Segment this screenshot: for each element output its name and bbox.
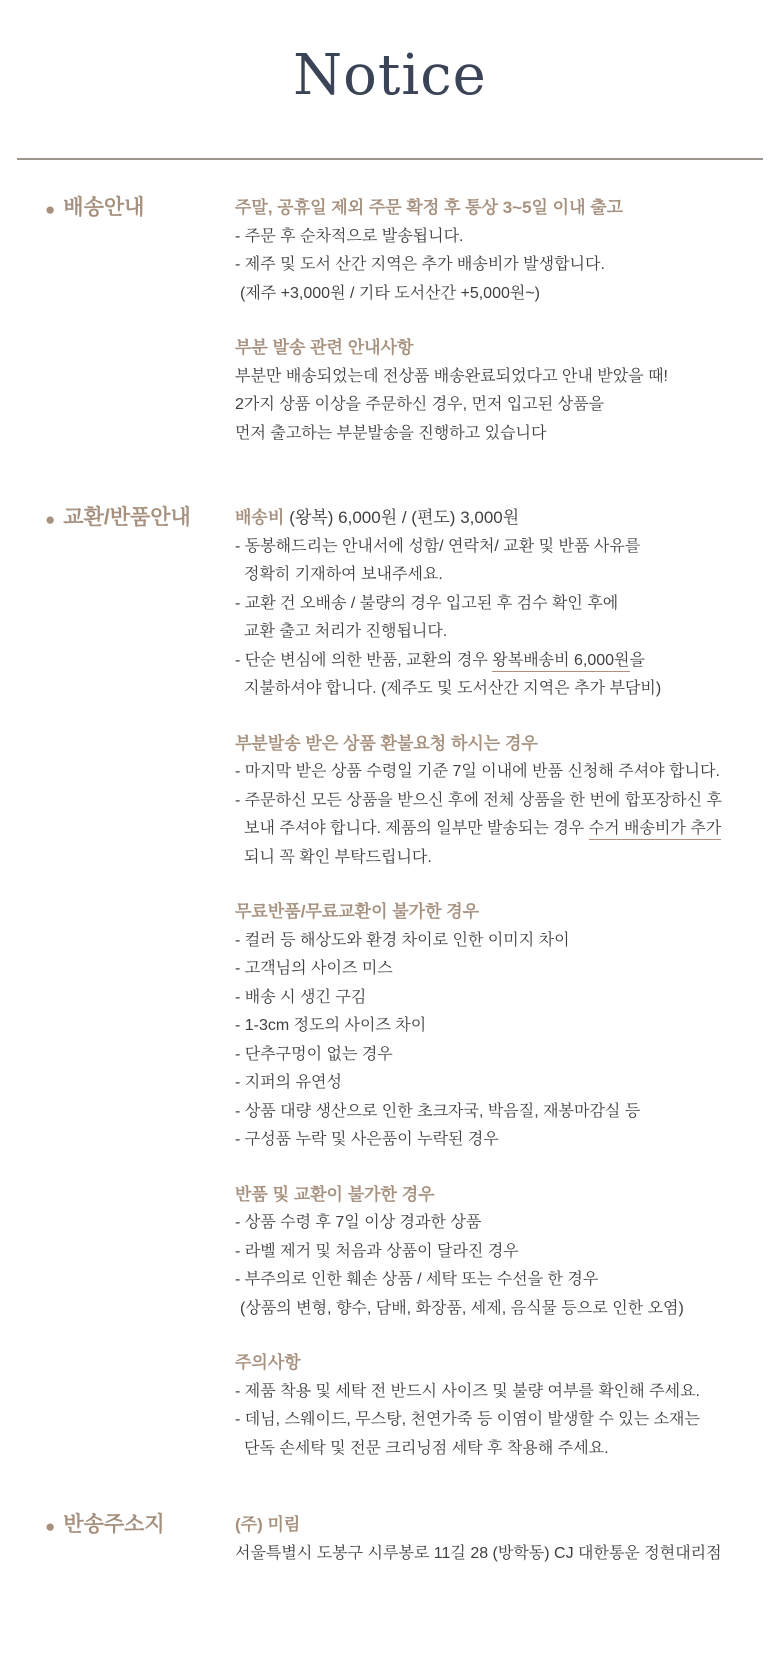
content-block	[235, 898, 752, 1155]
bullet-icon: ●	[45, 199, 56, 219]
body-line: - 주문 후 순차적으로 발송됩니다.	[235, 227, 464, 245]
body-line: - 상품 대량 생산으로 인한 초크자국, 박음질, 재봉마감실 등	[235, 1102, 641, 1120]
body-line	[235, 815, 752, 844]
section-content-column	[235, 504, 780, 1463]
body-line: - 배송 시 생긴 구김	[235, 988, 367, 1006]
heading-accent-text: 배송비	[235, 508, 285, 527]
section-content-column	[235, 194, 780, 448]
body-line: - 교환 건 오배송 / 불량의 경우 입고된 후 검수 확인 후에	[235, 594, 619, 612]
page-title: Notice	[293, 43, 487, 108]
block-heading: 부분 발송 관련 안내사항	[235, 338, 414, 357]
section-label-column	[0, 1511, 235, 1540]
content-block	[235, 1511, 752, 1568]
bullet-icon: ●	[45, 509, 56, 529]
block-heading: 부분발송 받은 상품 환불요청 하시는 경우	[235, 733, 538, 753]
body-line: (제주 +3,000원 / 기타 도서산간 +5,000원~)	[240, 284, 540, 302]
body-line: (상품의 변형, 향수, 담배, 화장품, 세제, 음식물 등으로 인한 오염)	[240, 1299, 684, 1317]
body-line: - 1-3cm 정도의 사이즈 차이	[235, 1017, 427, 1034]
section-label-column	[0, 194, 235, 223]
body-line: 교환 출고 처리가 진행됩니다.	[244, 623, 448, 640]
content-block	[235, 504, 752, 704]
section-label-text: 배송안내	[63, 196, 145, 219]
section-label-return-address	[45, 1511, 235, 1540]
body-line: 정확히 기재하여 보내주세요.	[244, 566, 443, 583]
section-return-address	[0, 1511, 780, 1568]
heading-rest-text: (왕복) 6,000원 / (편도) 3,000원	[289, 508, 520, 527]
body-line: - 지퍼의 유연성	[235, 1074, 342, 1091]
body-line: 부분만 배송되었는데 전상품 배송완료되었다고 안내 받았을 때!	[235, 367, 668, 385]
return-address-line: 서울특별시 도봉구 시루봉로 11길 28 (방학동) CJ 대한통운 정현대리점	[235, 1544, 722, 1562]
block-heading: 반품 및 교환이 불가한 경우	[235, 1184, 435, 1204]
body-line: - 라벨 제거 및 처음과 상품이 달라진 경우	[235, 1242, 519, 1260]
content-block	[235, 194, 752, 308]
section-label-shipping	[45, 194, 235, 223]
body-line: - 컬러 등 해상도와 환경 차이로 인한 이미지 차이	[235, 931, 570, 949]
block-heading: 주말, 공휴일 제외 주문 확정 후 통상 3~5일 이내 출고	[235, 198, 624, 217]
body-line: - 고객님의 사이즈 미스	[235, 960, 393, 977]
bullet-icon: ●	[45, 1516, 56, 1536]
content-block	[235, 730, 752, 873]
line-text: 을	[629, 651, 645, 669]
body-line: 먼저 출고하는 부분발송을 진행하고 있습니다	[235, 424, 547, 442]
body-line: 지불하셔야 합니다. (제주도 및 도서산간 지역은 추가 부담비)	[244, 680, 662, 697]
section-label-column	[0, 504, 235, 533]
body-line: - 상품 수령 후 7일 이상 경과한 상품	[235, 1214, 482, 1231]
section-exchange-return-info	[0, 504, 780, 1463]
body-line: 되니 꼭 확인 부탁드립니다.	[244, 848, 432, 866]
body-line: - 제주 및 도서 산간 지역은 추가 배송비가 발생합니다.	[235, 256, 605, 273]
body-line: - 구성품 누락 및 사은품이 누락된 경우	[235, 1131, 499, 1148]
body-line: 2가지 상품 이상을 주문하신 경우, 먼저 입고된 상품을	[235, 396, 605, 413]
block-heading: (주) 미림	[235, 1515, 301, 1534]
divider	[17, 158, 763, 160]
body-line: - 데님, 스웨이드, 무스탕, 천연가죽 등 이염이 발생할 수 있는 소재는	[235, 1411, 700, 1428]
line-text: - 단순 변심에 의한 반품, 교환의 경우	[235, 651, 493, 669]
body-line: - 마지막 받은 상품 수령일 기준 7일 이내에 반품 신청해 주셔야 합니다.	[235, 763, 720, 780]
line-text: 보내 주셔야 합니다. 제품의 일부만 발송되는 경우	[244, 820, 589, 837]
body-line: - 주문하신 모든 상품을 받으신 후에 전체 상품을 한 번에 합포장하신 후	[235, 791, 722, 809]
section-label-exchange-return	[45, 504, 235, 533]
underlined-text: 왕복배송비 6,000원	[492, 652, 629, 672]
block-heading: 주의사항	[235, 1353, 301, 1372]
body-line: - 단추구멍이 없는 경우	[235, 1045, 393, 1063]
content-block	[235, 334, 752, 448]
body-line	[235, 647, 752, 676]
content-block	[235, 1349, 752, 1463]
body-line: - 동봉해드리는 안내서에 성함/ 연락처/ 교환 및 반품 사유를	[235, 537, 641, 555]
body-line: - 부주의로 인한 훼손 상품 / 세탁 또는 수선을 한 경우	[235, 1271, 599, 1288]
block-heading	[235, 504, 752, 533]
content-block	[235, 1181, 752, 1324]
block-heading: 무료반품/무료교환이 불가한 경우	[235, 902, 480, 921]
body-line: 단독 손세탁 및 전문 크리닝점 세탁 후 착용해 주세요.	[244, 1439, 609, 1457]
section-label-text: 교환/반품안내	[63, 506, 191, 529]
section-label-text: 반송주소지	[63, 1513, 165, 1536]
section-content-column	[235, 1511, 780, 1568]
underlined-text: 수거 배송비가 추가	[589, 820, 722, 840]
section-shipping-info	[0, 194, 780, 448]
body-line: - 제품 착용 및 세탁 전 반드시 사이즈 및 불량 여부를 확인해 주세요.	[235, 1382, 700, 1400]
